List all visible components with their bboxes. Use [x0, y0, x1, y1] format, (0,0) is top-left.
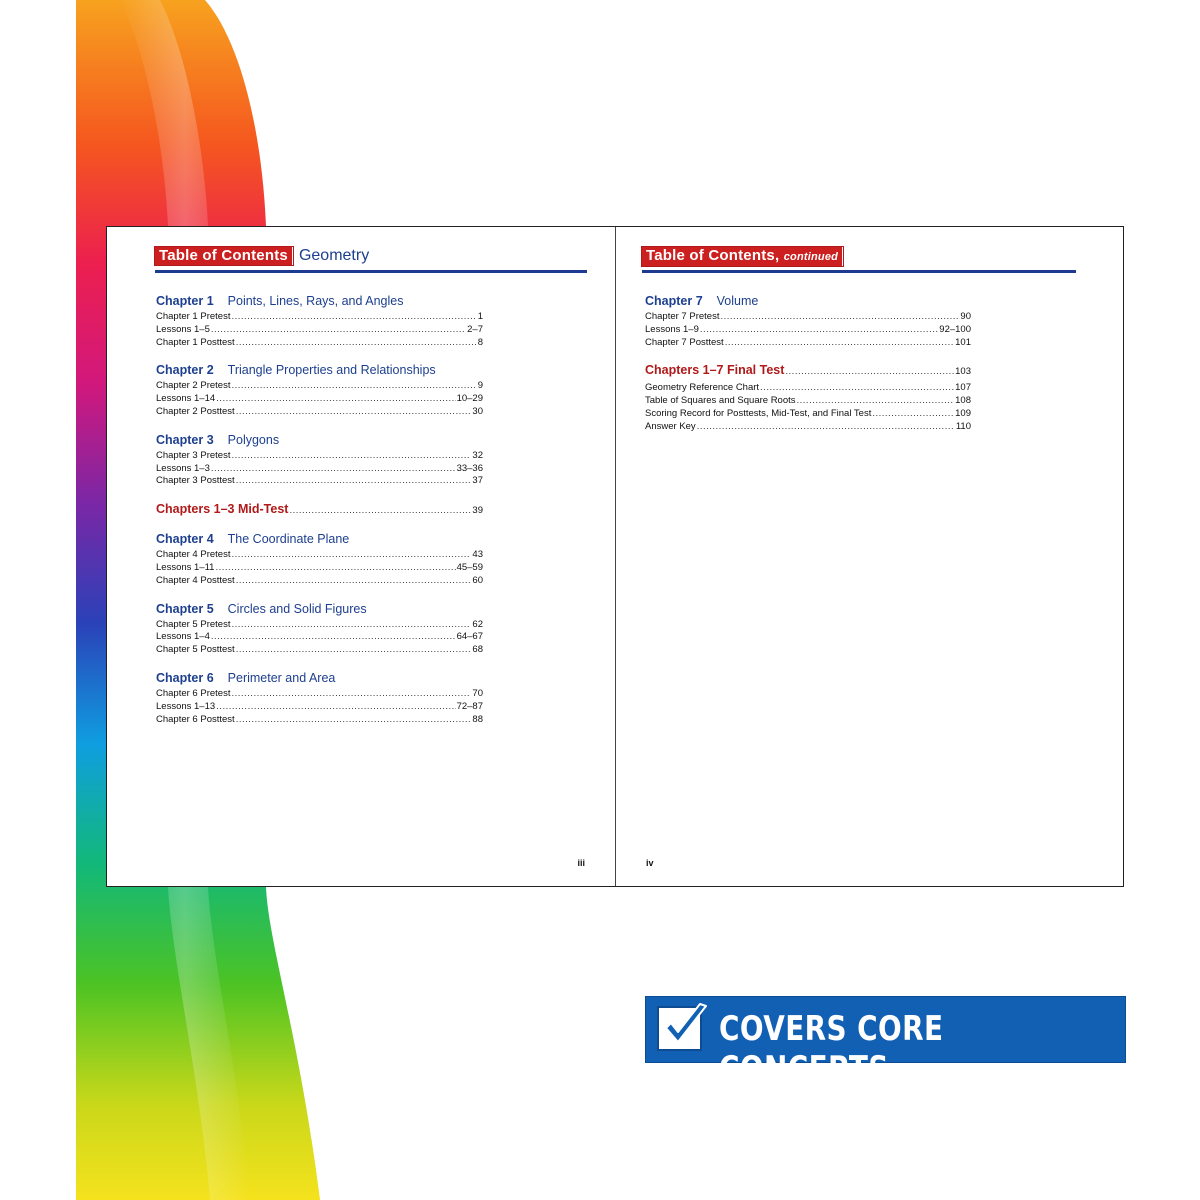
leader-dots — [697, 421, 955, 434]
leader-dots — [236, 644, 472, 657]
checkbox-icon — [657, 1006, 702, 1051]
finaltest-entry — [645, 362, 971, 380]
page-header — [642, 247, 1076, 269]
leader-dots — [236, 714, 472, 727]
toc-row-label: Chapter 1 Pretest — [156, 311, 231, 322]
toc-row — [156, 311, 483, 324]
chapter-entry — [156, 531, 483, 587]
toc-row-page: 9 — [477, 380, 483, 392]
leader-dots — [211, 463, 456, 476]
toc-row — [645, 337, 971, 350]
toc-row-label: Lessons 1–13 — [156, 700, 216, 712]
toc-row-page: 2–7 — [467, 323, 483, 335]
leader-dots — [231, 688, 471, 701]
toc-row — [156, 562, 483, 575]
toc-row-page: 88 — [472, 713, 483, 725]
chapter-heading — [156, 670, 483, 686]
toc-row-label: Chapter 4 Pretest — [156, 549, 231, 561]
toc-row-page: 108 — [955, 395, 971, 407]
toc-row-page: 110 — [955, 420, 971, 432]
chapter-title: Polygons — [227, 432, 280, 447]
leader-dots — [231, 450, 471, 463]
chapter-number: Chapter 3 — [156, 432, 214, 447]
toc-row-label: Lessons 1–5 — [156, 323, 210, 335]
leader-dots — [236, 406, 472, 419]
leader-dots — [236, 475, 472, 488]
leader-dots — [797, 395, 955, 408]
toc-header-label: Table of Contents, — [646, 247, 780, 264]
header-rule — [155, 270, 587, 273]
toc-subject: Geometry — [298, 247, 370, 264]
toc-row-page: 109 — [955, 407, 971, 419]
leader-dots — [231, 380, 476, 393]
page-number: iv — [646, 858, 654, 868]
chapter-entry — [156, 362, 483, 418]
toc-row-label: Chapter 5 Pretest — [156, 618, 231, 630]
toc-row-page: 60 — [472, 574, 483, 586]
toc-row-page: 43 — [472, 549, 483, 561]
toc-row-page: 92–100 — [939, 323, 971, 335]
chapter-heading — [156, 362, 483, 378]
leader-dots — [211, 631, 456, 644]
toc-row-label: Chapter 2 Pretest — [156, 380, 231, 392]
toc-row-label: Chapter 3 Pretest — [156, 449, 231, 461]
page-number: iii — [577, 858, 585, 868]
chapter-entry — [156, 432, 483, 488]
toc-row-label: Chapter 5 Posttest — [156, 644, 235, 656]
toc-row — [156, 337, 483, 350]
toc-row-label: Chapter 3 Posttest — [156, 475, 235, 487]
chapter-heading — [156, 601, 483, 617]
toc-row — [645, 382, 971, 395]
toc-row — [156, 575, 483, 588]
chapter-heading — [156, 293, 483, 309]
toc-row-label: Chapter 6 Posttest — [156, 713, 235, 725]
chapter-heading — [645, 293, 971, 309]
chapter-number: Chapter 1 — [156, 294, 214, 308]
leader-dots — [720, 311, 959, 324]
toc-row-label: Table of Squares and Square Roots — [645, 395, 796, 407]
toc-row — [645, 408, 971, 421]
toc-row-page: 101 — [955, 336, 971, 348]
left-page — [107, 227, 615, 886]
toc-row-page: 72–87 — [456, 700, 483, 712]
leader-dots — [289, 503, 471, 519]
chapter-heading — [156, 531, 483, 547]
leader-dots — [215, 562, 455, 575]
toc-row-label: Lessons 1–4 — [156, 631, 210, 643]
chapter-number: Chapter 2 — [156, 363, 214, 378]
toc-row-label: Lessons 1–14 — [156, 393, 216, 405]
page-header — [155, 247, 587, 269]
checkmark-icon — [656, 998, 712, 1054]
toc-row-page: 33–36 — [456, 462, 483, 474]
toc-row-page: 8 — [477, 336, 483, 348]
toc-list — [645, 293, 971, 434]
leader-dots — [216, 393, 455, 406]
toc-row-label: Lessons 1–3 — [156, 462, 210, 474]
chapter-title: Volume — [716, 294, 759, 308]
leader-dots — [231, 549, 471, 562]
finaltest-label: Chapters 1–7 Final Test — [645, 363, 785, 378]
toc-row-page: 30 — [472, 405, 483, 417]
chapter-entry — [645, 293, 971, 349]
toc-row-page: 64–67 — [456, 631, 483, 643]
finaltest-page: 103 — [955, 366, 971, 378]
leader-dots — [725, 337, 954, 350]
toc-row-label: Chapter 4 Posttest — [156, 574, 235, 586]
toc-row-page: 45–59 — [456, 561, 483, 573]
chapter-title: The Coordinate Plane — [227, 532, 350, 547]
toc-row-page: 32 — [472, 449, 483, 461]
toc-row — [156, 549, 483, 562]
chapter-number: Chapter 4 — [156, 532, 214, 547]
toc-row-label: Chapter 1 Posttest — [156, 336, 235, 348]
toc-row-page: 37 — [472, 475, 483, 487]
toc-row — [645, 395, 971, 408]
chapter-title: Points, Lines, Rays, and Angles — [227, 294, 404, 308]
toc-row-label: Chapter 6 Pretest — [156, 687, 231, 699]
leader-dots — [785, 364, 954, 380]
chapter-title: Triangle Properties and Relationships — [227, 363, 436, 378]
leader-dots — [231, 619, 471, 632]
toc-row — [645, 421, 971, 434]
toc-row-page: 1 — [477, 311, 483, 322]
toc-row — [156, 463, 483, 476]
chapter-heading — [156, 432, 483, 448]
toc-row-label: Chapter 7 Posttest — [645, 336, 724, 348]
chapter-title: Perimeter and Area — [227, 670, 336, 685]
toc-row — [645, 324, 971, 337]
toc-row — [156, 380, 483, 393]
toc-row-page: 70 — [472, 687, 483, 699]
toc-row-label: Chapter 7 Pretest — [645, 311, 720, 322]
chapter-title: Circles and Solid Figures — [227, 601, 367, 616]
toc-row-page: 107 — [955, 382, 971, 394]
toc-list — [156, 293, 483, 739]
chapter-entry — [156, 293, 483, 349]
chapter-number: Chapter 5 — [156, 601, 214, 616]
toc-row-label: Lessons 1–9 — [645, 323, 699, 335]
leader-dots — [216, 701, 455, 714]
badge-text: COVERS CORE CONCEPTS — [719, 1009, 944, 1089]
toc-header-continued: continued — [783, 251, 839, 263]
leader-dots — [236, 337, 477, 350]
toc-row — [156, 619, 483, 632]
leader-dots — [760, 382, 954, 395]
toc-row-page: 68 — [472, 644, 483, 656]
toc-row — [156, 393, 483, 406]
toc-row — [156, 406, 483, 419]
covers-core-concepts-badge — [645, 996, 1126, 1089]
chapter-entry — [156, 601, 483, 657]
toc-row-label: Lessons 1–11 — [156, 561, 215, 573]
toc-row — [156, 701, 483, 714]
right-page — [616, 227, 1124, 886]
toc-row-label: Geometry Reference Chart — [645, 382, 760, 394]
toc-header-tag — [642, 247, 843, 266]
leader-dots — [700, 324, 938, 337]
toc-row-page: 90 — [960, 311, 971, 322]
chapter-number: Chapter 6 — [156, 670, 214, 685]
midtest-label: Chapters 1–3 Mid-Test — [156, 502, 289, 517]
toc-row-page: 10–29 — [456, 393, 483, 405]
leader-dots — [872, 408, 954, 421]
toc-row — [156, 324, 483, 337]
leader-dots — [231, 311, 476, 324]
toc-row-label: Chapter 2 Posttest — [156, 405, 235, 417]
header-rule — [642, 270, 1076, 273]
midtest-page: 39 — [472, 505, 483, 517]
toc-row — [156, 644, 483, 657]
toc-row — [156, 714, 483, 727]
toc-row — [156, 631, 483, 644]
toc-row — [156, 475, 483, 488]
toc-row-page: 62 — [472, 618, 483, 630]
toc-header-tag: Table of Contents — [155, 247, 293, 265]
toc-row-label: Scoring Record for Posttests, Mid-Test, and Final Test — [645, 407, 872, 419]
leader-dots — [211, 324, 466, 337]
chapter-entry — [156, 670, 483, 726]
toc-row — [156, 450, 483, 463]
toc-row — [156, 688, 483, 701]
toc-row-label: Answer Key — [645, 420, 696, 432]
toc-row — [645, 311, 971, 324]
leader-dots — [236, 575, 472, 588]
book-spread — [106, 226, 1124, 887]
midtest-entry — [156, 501, 483, 519]
chapter-number: Chapter 7 — [645, 294, 703, 308]
